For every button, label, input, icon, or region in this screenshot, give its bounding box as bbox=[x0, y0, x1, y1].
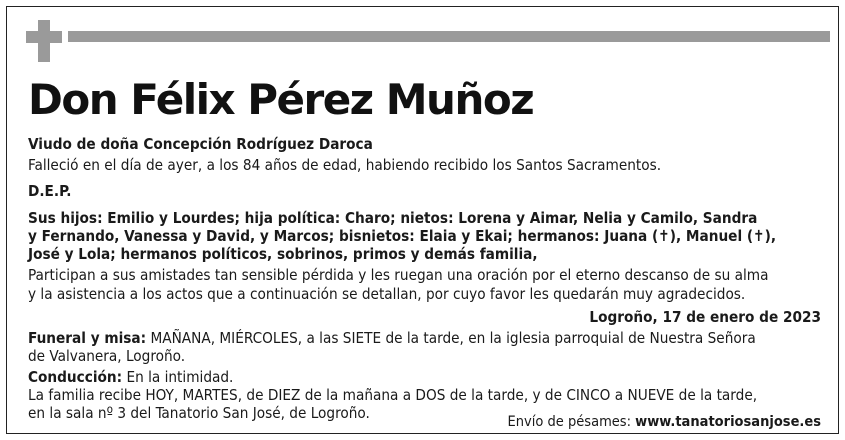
conduccion-label: Conducción: bbox=[28, 368, 123, 386]
condolences bbox=[508, 413, 821, 431]
death-notice: Falleció en el día de ayer, a los 84 años de edad, habiendo recibido los Santos Sacramentos. bbox=[28, 156, 662, 174]
condolences-label: Envío de pésames: bbox=[507, 414, 636, 430]
funeral-line-2: de Valvanera, Logroño. bbox=[28, 347, 186, 365]
place-date: Logroño, 17 de enero de 2023 bbox=[589, 308, 821, 326]
invite-line-1: Participan a sus amistades tan sensible pérdida y les ruegan una oración por el eterno descanso de su alma bbox=[28, 266, 769, 284]
conduccion-text: En la intimidad. bbox=[122, 368, 234, 386]
header-rule bbox=[68, 31, 830, 42]
family-line-2b: ), Manuel ( bbox=[669, 227, 754, 245]
invite-line-2: y la asistencia a los actos que a continuación se detallan, por cuyo favor les quedarán muy agradecidos. bbox=[28, 285, 746, 303]
cross-symbol-icon: ✝ bbox=[753, 227, 765, 245]
funeral-line bbox=[28, 329, 756, 347]
dep: D.E.P. bbox=[28, 182, 72, 200]
deceased-name: Don Félix Pérez Muñoz bbox=[28, 75, 534, 124]
cross-icon-bar bbox=[26, 31, 62, 43]
family-line-2c: ), bbox=[764, 227, 777, 245]
condolences-link[interactable]: www.tanatoriosanjose.es bbox=[635, 414, 821, 430]
visit-line-2: en la sala nº 3 del Tanatorio San José, de Logroño. bbox=[28, 404, 370, 422]
funeral-label: Funeral y misa: bbox=[28, 329, 147, 347]
family-line-3: José y Lola; hermanos políticos, sobrinos, primos y demás familia, bbox=[28, 245, 538, 263]
family-line-2 bbox=[28, 227, 776, 245]
family-line-1: Sus hijos: Emilio y Lourdes; hija política: Charo; nietos: Lorena y Aimar, Nelia y Camilo, Sandra bbox=[28, 209, 758, 227]
visit-line-1: La familia recibe HOY, MARTES, de DIEZ de la mañana a DOS de la tarde, y de CINCO a NUEVE de la tarde, bbox=[28, 386, 758, 404]
cross-symbol-icon: ✝ bbox=[658, 227, 670, 245]
funeral-text: MAÑANA, MIÉRCOLES, a las SIETE de la tarde, en la iglesia parroquial de Nuestra Señora bbox=[146, 329, 756, 347]
family-line-2a: y Fernando, Vanessa y David, y Marcos; bisnietos: Elaia y Ekai; hermanos: Juana ( bbox=[28, 227, 659, 245]
widower-line: Viudo de doña Concepción Rodríguez Daroca bbox=[28, 135, 373, 153]
conduccion-line bbox=[28, 368, 233, 386]
